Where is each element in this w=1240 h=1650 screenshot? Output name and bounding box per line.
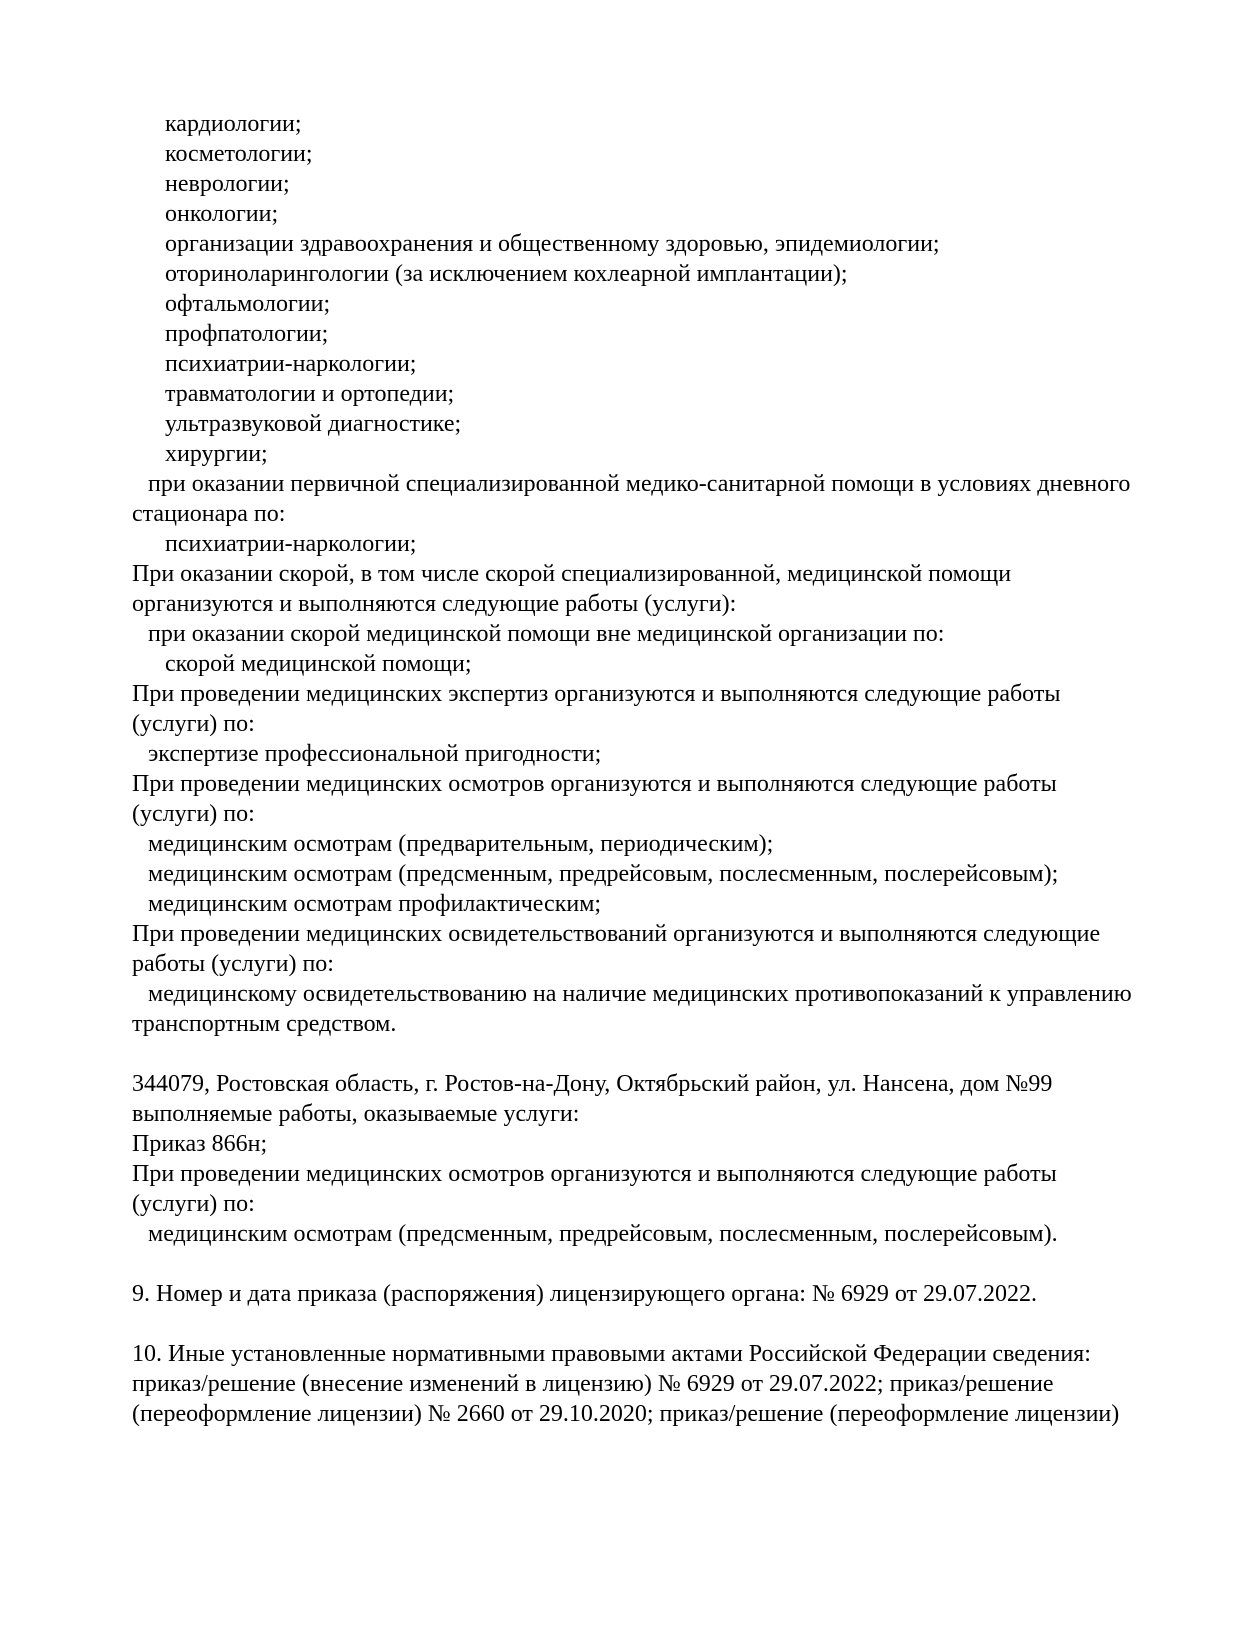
text-line: работы (услуги) по: (132, 951, 334, 977)
text-line: при оказании первичной специализированной медико-санитарной помощи в условиях дневного (148, 471, 1131, 497)
text-line: выполняемые работы, оказываемые услуги: (132, 1101, 580, 1127)
text-line: организуются и выполняются следующие работы (услуги): (132, 591, 737, 617)
text-line: экспертизе профессиональной пригодности; (148, 741, 602, 767)
blank-line (132, 1039, 1212, 1069)
text-line: неврологии; (165, 171, 290, 197)
text-line: кардиологии; (165, 111, 302, 137)
text-line: онкологии; (165, 201, 279, 227)
text-line: приказ/решение (внесение изменений в лицензию) № 6929 от 29.07.2022; приказ/решение (132, 1371, 1054, 1397)
text-line: медицинским осмотрам (предсменным, предрейсовым, послесменным, послерейсовым). (148, 1221, 1058, 1247)
text-line: психиатрии-наркологии; (165, 351, 417, 377)
text-line: травматологии и ортопедии; (165, 381, 455, 407)
text-line: оториноларингологии (за исключением кохлеарной имплантации); (165, 261, 848, 287)
text-line: косметологии; (165, 141, 313, 167)
text-line: хирургии; (165, 441, 268, 467)
text-line: скорой медицинской помощи; (165, 651, 472, 677)
text-line: транспортным средством. (132, 1011, 397, 1037)
text-line: (переоформление лицензии) № 2660 от 29.10.2020; приказ/решение (переоформление лицензии) (132, 1401, 1120, 1427)
text-line: медицинскому освидетельствованию на наличие медицинских противопоказаний к управлению (148, 981, 1132, 1007)
text-line: 9. Номер и дата приказа (распоряжения) лицензирующего органа: № 6929 от 29.07.2022. (132, 1281, 1038, 1307)
text-line: При проведении медицинских освидетельствований организуются и выполняются следующие (132, 921, 1101, 947)
text-line: ультразвуковой диагностике; (165, 411, 462, 437)
text-line: Приказ 866н; (132, 1131, 268, 1157)
text-line: медицинским осмотрам профилактическим; (148, 891, 602, 917)
text-line: при оказании скорой медицинской помощи вне медицинской организации по: (148, 621, 945, 647)
text-line: При проведении медицинских осмотров организуются и выполняются следующие работы (132, 771, 1057, 797)
text-line: медицинским осмотрам (предсменным, предрейсовым, послесменным, послерейсовым); (148, 861, 1059, 887)
text-line: офтальмологии; (165, 291, 331, 317)
text-line: организации здравоохранения и общественному здоровью, эпидемиологии; (165, 231, 940, 257)
text-line: При проведении медицинских экспертиз организуются и выполняются следующие работы (132, 681, 1061, 707)
text-line: стационара по: (132, 501, 286, 527)
text-line: 10. Иные установленные нормативными правовыми актами Российской Федерации сведения: (132, 1341, 1091, 1367)
text-line: При проведении медицинских осмотров организуются и выполняются следующие работы (132, 1161, 1057, 1187)
text-line: психиатрии-наркологии; (165, 531, 417, 557)
blank-line (132, 1249, 1212, 1279)
blank-line (132, 1309, 1212, 1339)
text-line: (услуги) по: (132, 801, 255, 827)
text-line: (услуги) по: (132, 711, 255, 737)
text-line: При оказании скорой, в том числе скорой специализированной, медицинской помощи (132, 561, 1012, 587)
text-line: медицинским осмотрам (предварительным, периодическим); (148, 831, 774, 857)
text-line: (услуги) по: (132, 1191, 255, 1217)
text-line: 344079, Ростовская область, г. Ростов-на-Дону, Октябрьский район, ул. Нансена, дом №99 (132, 1071, 1053, 1097)
text-line: профпатологии; (165, 321, 329, 347)
document-body (132, 109, 1212, 1429)
